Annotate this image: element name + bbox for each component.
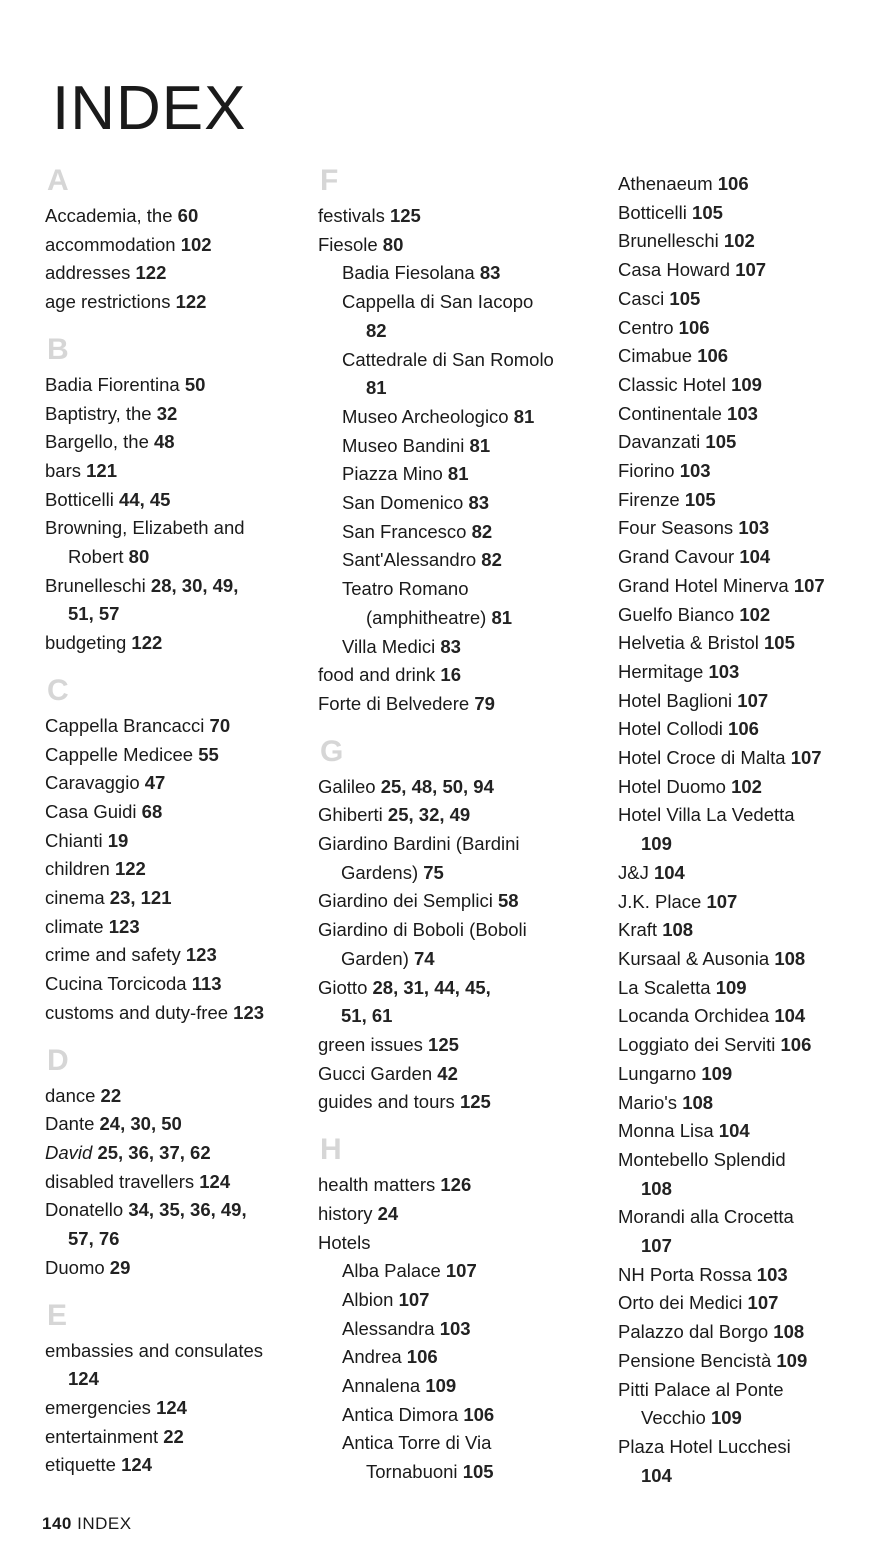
page-footer	[42, 1514, 132, 1534]
index-subentry: Casci 105	[618, 287, 701, 309]
index-entry: Bargello, the 48	[45, 431, 175, 453]
index-subentry: La Scaletta 109	[618, 976, 747, 998]
index-subentry: Annalena 109	[342, 1375, 457, 1397]
index-entry: customs and duty-free 123	[45, 1001, 265, 1023]
index-entry: Forte di Belvedere 79	[318, 692, 495, 714]
index-entry: Chianti 19	[45, 829, 129, 851]
section-letter-c: C	[47, 673, 69, 707]
index-entry: Fiesole 80	[318, 233, 404, 255]
index-subentry: Locanda Orchidea 104	[618, 1005, 806, 1027]
index-subentry: Guelfo Bianco 102	[618, 603, 771, 625]
index-subentry: Sant'Alessandro 82	[342, 549, 502, 571]
index-entry: David 25, 36, 37, 62	[45, 1141, 211, 1163]
index-entry: Cucina Torcicoda 113	[45, 973, 222, 995]
index-subentry: NH Porta Rossa 103	[618, 1263, 788, 1285]
index-subentry: Mario's 108	[618, 1091, 714, 1113]
index-entry: Cappella Brancacci 70	[45, 714, 231, 736]
index-subentry: Plaza Hotel Lucchesi 104	[618, 1435, 791, 1486]
index-entry: Browning, Elizabeth and Robert 80	[45, 517, 245, 568]
index-subentry: Grand Cavour 104	[618, 546, 771, 568]
index-entry: embassies and consulates 124	[45, 1339, 264, 1390]
index-entry: Duomo 29	[45, 1256, 131, 1278]
index-subentry: Alba Palace 107	[342, 1260, 477, 1282]
index-entry: emergencies 124	[45, 1396, 187, 1418]
index-subentry: Hotel Baglioni 107	[618, 689, 769, 711]
index-entry: Donatello 34, 35, 36, 49, 57, 76	[45, 1199, 247, 1250]
index-entry: crime and safety 123	[45, 944, 217, 966]
index-subentry: Pitti Palace al Ponte Vecchio 109	[618, 1378, 784, 1429]
section-letter-g: G	[320, 734, 344, 768]
index-subentry: San Domenico 83	[342, 492, 490, 514]
index-subentry: Centro 106	[618, 316, 710, 338]
index-subentry: Antica Dimora 106	[342, 1403, 495, 1425]
index-entry: children 122	[45, 858, 146, 880]
index-subentry: Museo Bandini 81	[342, 434, 491, 456]
index-column-1	[45, 160, 325, 1480]
index-subentry: Palazzo dal Borgo 108	[618, 1321, 805, 1343]
section-letter-a: A	[47, 164, 69, 197]
index-subentry: Grand Hotel Minerva 107	[618, 574, 825, 596]
index-entry: Giardino di Boboli (Boboli Garden) 74	[318, 919, 527, 969]
index-subentry: Monna Lisa 104	[618, 1120, 750, 1142]
index-subentry: Botticelli 105	[618, 201, 723, 223]
section-letter-f: F	[320, 164, 339, 197]
index-column-3	[618, 170, 878, 1490]
index-entry: Hotels	[318, 1231, 371, 1253]
index-entry: budgeting 122	[45, 632, 163, 654]
index-entry: festivals 125	[318, 205, 421, 226]
index-subentry: Loggiato dei Serviti 106	[618, 1034, 812, 1056]
index-entry: etiquette 124	[45, 1454, 152, 1476]
index-subentry: Orto dei Medici 107	[618, 1292, 779, 1314]
index-subentry: Piazza Mino 81	[342, 463, 469, 485]
section-letter-h: H	[320, 1133, 342, 1167]
index-entry: Casa Guidi 68	[45, 800, 163, 822]
index-subentry: Teatro Romano (amphitheatre) 81	[342, 578, 513, 628]
index-subentry: Helvetia & Bristol 105	[618, 632, 795, 654]
index-entry: bars 121	[45, 459, 118, 481]
index-entry: Baptistry, the 32	[45, 402, 178, 424]
page-number: 140	[42, 1514, 72, 1533]
index-subentry: Four Seasons 103	[618, 517, 770, 539]
index-subentry: Morandi alla Crocetta 107	[618, 1206, 794, 1257]
index-entry: Galileo 25, 48, 50, 94	[318, 775, 494, 797]
index-subentry: Fiorino 103	[618, 460, 711, 482]
index-entry: Brunelleschi 28, 30, 49, 51, 57	[45, 574, 239, 625]
index-subentry: Cattedrale di San Romolo 81	[342, 348, 554, 399]
index-subentry: Hotel Duomo 102	[618, 775, 762, 797]
index-entry: Accademia, the 60	[45, 205, 199, 226]
index-subentry: Firenze 105	[618, 488, 716, 510]
index-subentry: Museo Archeologico 81	[342, 405, 535, 427]
index-subentry: Cimabue 106	[618, 345, 729, 367]
footer-label: INDEX	[77, 1514, 132, 1533]
index-entry: green issues 125	[318, 1033, 459, 1055]
index-entry: health matters 126	[318, 1174, 472, 1196]
index-entry: Giardino Bardini (Bardini Gardens) 75	[318, 833, 520, 883]
index-subentry: Antica Torre di Via Tornabuoni 105	[342, 1432, 494, 1483]
index-subentry: J.K. Place 107	[618, 890, 738, 912]
index-entry: Cappelle Medicee 55	[45, 743, 219, 765]
index-entry: guides and tours 125	[318, 1091, 491, 1113]
index-subentry: Brunelleschi 102	[618, 230, 755, 252]
index-entry: Botticelli 44, 45	[45, 488, 171, 510]
index-entry: Gucci Garden 42	[318, 1062, 458, 1084]
index-subentry: Cappella di San Iacopo 82	[342, 291, 534, 341]
index-entry: history 24	[318, 1202, 399, 1224]
index-entry: Giardino dei Semplici 58	[318, 890, 519, 912]
index-subentry: Andrea 106	[342, 1346, 438, 1368]
section-letter-e: E	[47, 1298, 68, 1332]
index-subentry: Hotel Croce di Malta 107	[618, 747, 822, 769]
index-entry: Giotto 28, 31, 44, 45, 51, 61	[318, 976, 491, 1027]
index-subentry: Albion 107	[342, 1288, 430, 1310]
index-entry: cinema 23, 121	[45, 887, 172, 909]
index-entry: Dante 24, 30, 50	[45, 1113, 182, 1135]
index-entry: accommodation 102	[45, 233, 212, 255]
index-entry: entertainment 22	[45, 1425, 184, 1447]
index-subentry: Classic Hotel 109	[618, 373, 762, 395]
index-subentry: San Francesco 82	[342, 520, 493, 542]
index-subentry: Davanzati 105	[618, 431, 737, 453]
index-entry: Caravaggio 47	[45, 772, 166, 794]
section-letter-d: D	[47, 1043, 69, 1077]
index-subentry: Hermitage 103	[618, 660, 740, 682]
index-subentry: Kraft 108	[618, 919, 694, 941]
index-subentry: Montebello Splendid 108	[618, 1148, 786, 1199]
index-entry: climate 123	[45, 915, 140, 937]
index-entry: disabled travellers 124	[45, 1170, 231, 1192]
index-subentry: Alessandra 103	[342, 1317, 471, 1339]
index-subentry: Hotel Villa La Vedetta 109	[618, 804, 795, 855]
index-subentry: Lungarno 109	[618, 1062, 733, 1084]
index-subentry: Villa Medici 83	[342, 635, 461, 657]
index-subentry: J&J 104	[618, 861, 685, 883]
page-title: INDEX	[52, 74, 247, 143]
index-subentry: Kursaal & Ausonia 108	[618, 947, 806, 969]
index-subentry: Continentale 103	[618, 402, 758, 424]
index-subentry: Casa Howard 107	[618, 259, 767, 281]
index-entry: Badia Fiorentina 50	[45, 373, 206, 395]
index-entry: age restrictions 122	[45, 291, 207, 313]
index-entry: food and drink 16	[318, 664, 461, 686]
index-entry: Ghiberti 25, 32, 49	[318, 804, 471, 826]
index-subentry: Pensione Bencistà 109	[618, 1349, 808, 1371]
index-entry: dance 22	[45, 1084, 122, 1106]
index-subentry: Badia Fiesolana 83	[342, 262, 501, 284]
section-letter-b: B	[47, 332, 69, 366]
index-column-2	[318, 160, 598, 1487]
index-entry: addresses 122	[45, 262, 167, 284]
index-subentry: Hotel Collodi 106	[618, 718, 759, 740]
index-subentry: Athenaeum 106	[618, 173, 749, 194]
